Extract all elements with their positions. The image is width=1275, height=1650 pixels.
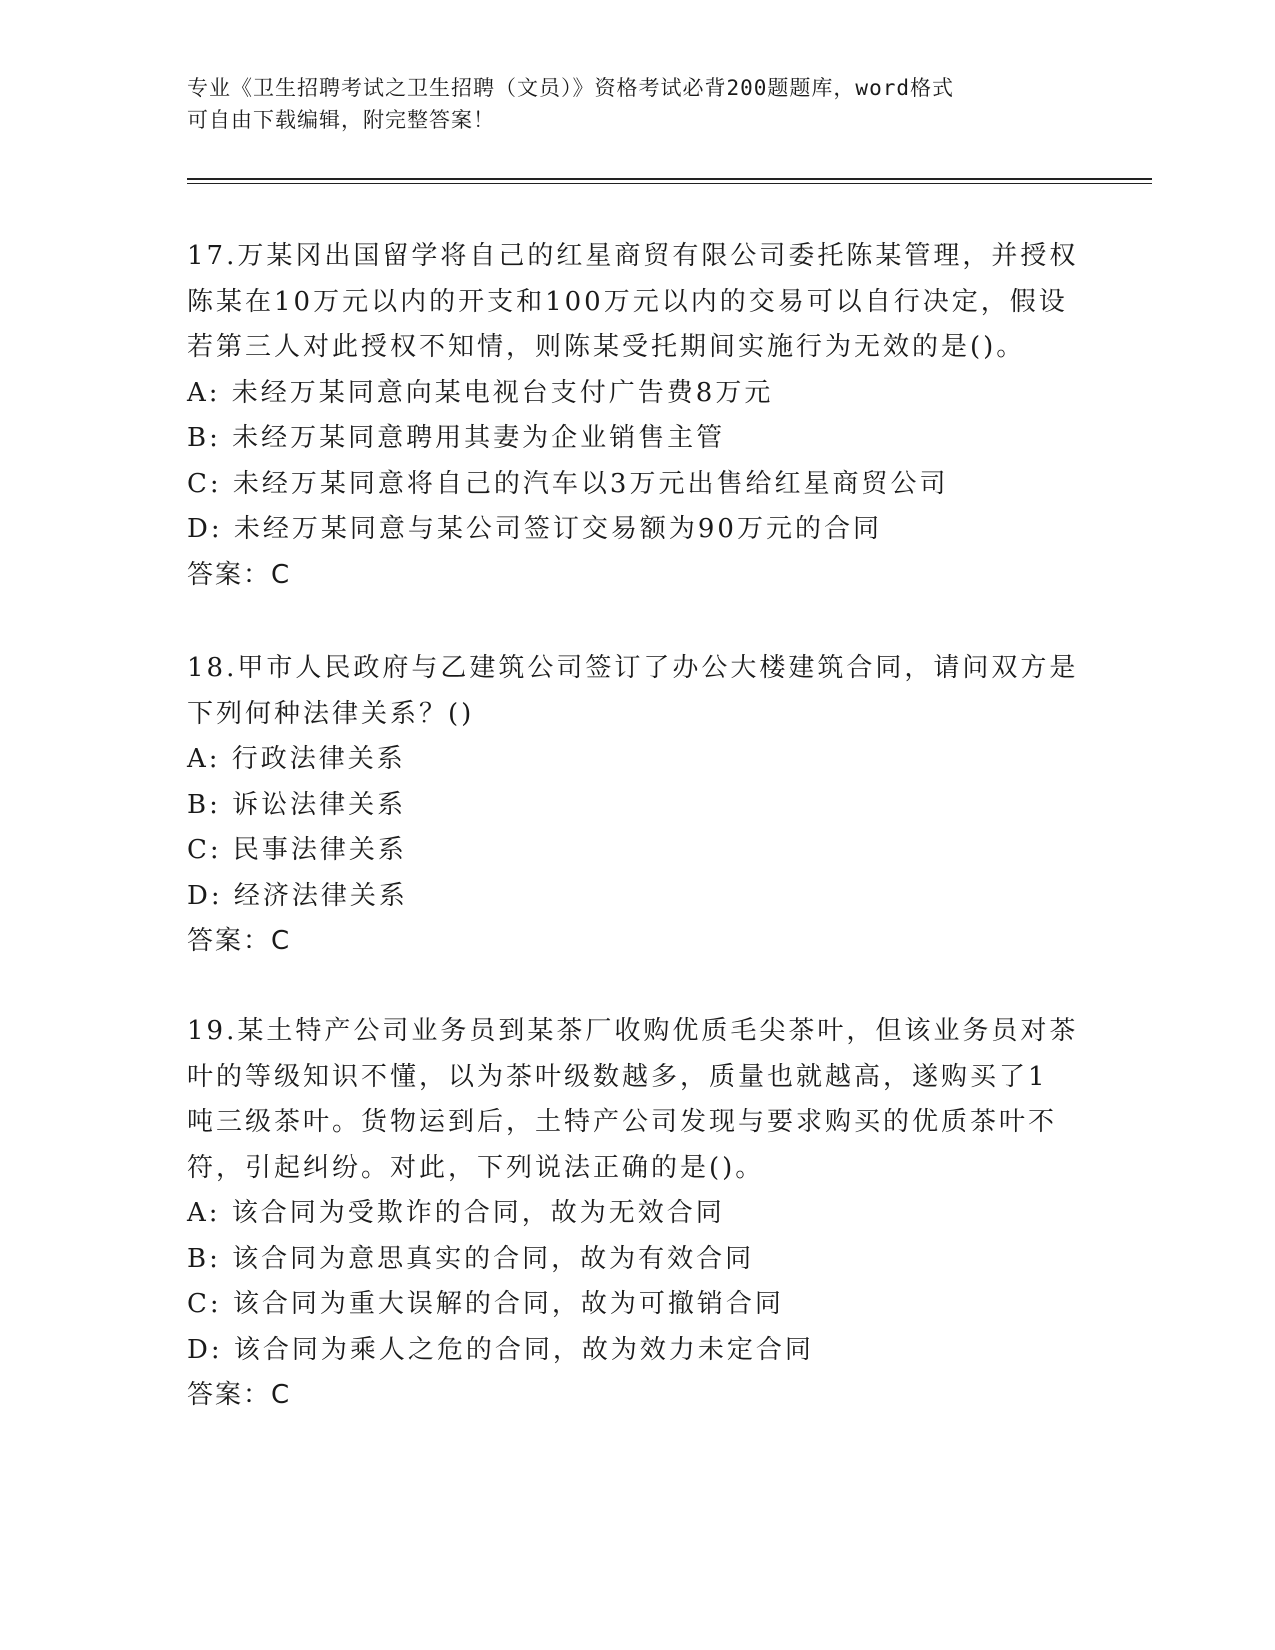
option-a: A: 行政法律关系 (187, 744, 406, 774)
stem-line: 17.万某冈出国留学将自己的红星商贸有限公司委托陈某管理，并授权 (187, 241, 1079, 271)
option-b: B: 未经万某同意聘用其妻为企业销售主管 (187, 423, 726, 453)
answer-label: 答案：C (187, 926, 292, 956)
option-d: D: 该合同为乘人之危的合同，故为效力未定合同 (187, 1334, 814, 1365)
option-b: B: 诉讼法律关系 (187, 789, 407, 820)
header-line-1: 专业《卫生招聘考试之卫生招聘（文员）》资格考试必背200题题库，word格式 (187, 76, 954, 100)
header-divider-thick (187, 178, 1152, 180)
stem-line: 吨三级茶叶。货物运到后，土特产公司发现与要求购买的优质茶叶不 (187, 1107, 1058, 1137)
question-stem (187, 1009, 1087, 1191)
stem-line: 18.甲市人民政府与乙建筑公司签订了办公大楼建筑合同，请问双方是 (187, 653, 1079, 683)
question-19 (187, 1009, 1087, 1419)
option-c: C: 该合同为重大误解的合同，故为可撤销合同 (187, 1289, 784, 1319)
document-header (187, 72, 1067, 136)
stem-line: 符，引起纠纷。对此，下列说法正确的是()。 (187, 1152, 765, 1183)
stem-line: 若第三人对此授权不知情，则陈某受托期间实施行为无效的是()。 (187, 332, 1026, 362)
option-a: A: 该合同为受欺诈的合同，故为无效合同 (187, 1198, 725, 1228)
stem-line: 下列何种法律关系？() (187, 698, 475, 729)
option-c: C: 民事法律关系 (187, 835, 407, 865)
stem-line: 陈某在10万元以内的开支和100万元以内的交易可以自行决定，假设 (187, 286, 1068, 317)
header-line-2: 可自由下载编辑，附完整答案！ (187, 108, 495, 132)
question-stem (187, 234, 1087, 371)
stem-line: 叶的等级知识不懂，以为茶叶级数越多，质量也就越高，遂购买了1 (187, 1061, 1048, 1092)
stem-line: 19.某土特产公司业务员到某茶厂收购优质毛尖茶叶，但该业务员对茶 (187, 1016, 1079, 1046)
answer-label: 答案：C (187, 1380, 292, 1410)
option-a: A: 未经万某同意向某电视台支付广告费8万元 (187, 377, 774, 408)
question-18 (187, 646, 1087, 965)
option-c: C: 未经万某同意将自己的汽车以3万元出售给红星商贸公司 (187, 468, 949, 499)
option-b: B: 该合同为意思真实的合同，故为有效合同 (187, 1243, 755, 1274)
question-stem (187, 646, 1087, 737)
question-17 (187, 234, 1087, 598)
option-d: D: 经济法律关系 (187, 880, 408, 911)
header-divider-thin (187, 183, 1152, 184)
option-d: D: 未经万某同意与某公司签订交易额为90万元的合同 (187, 514, 882, 544)
answer-label: 答案：C (187, 559, 292, 590)
